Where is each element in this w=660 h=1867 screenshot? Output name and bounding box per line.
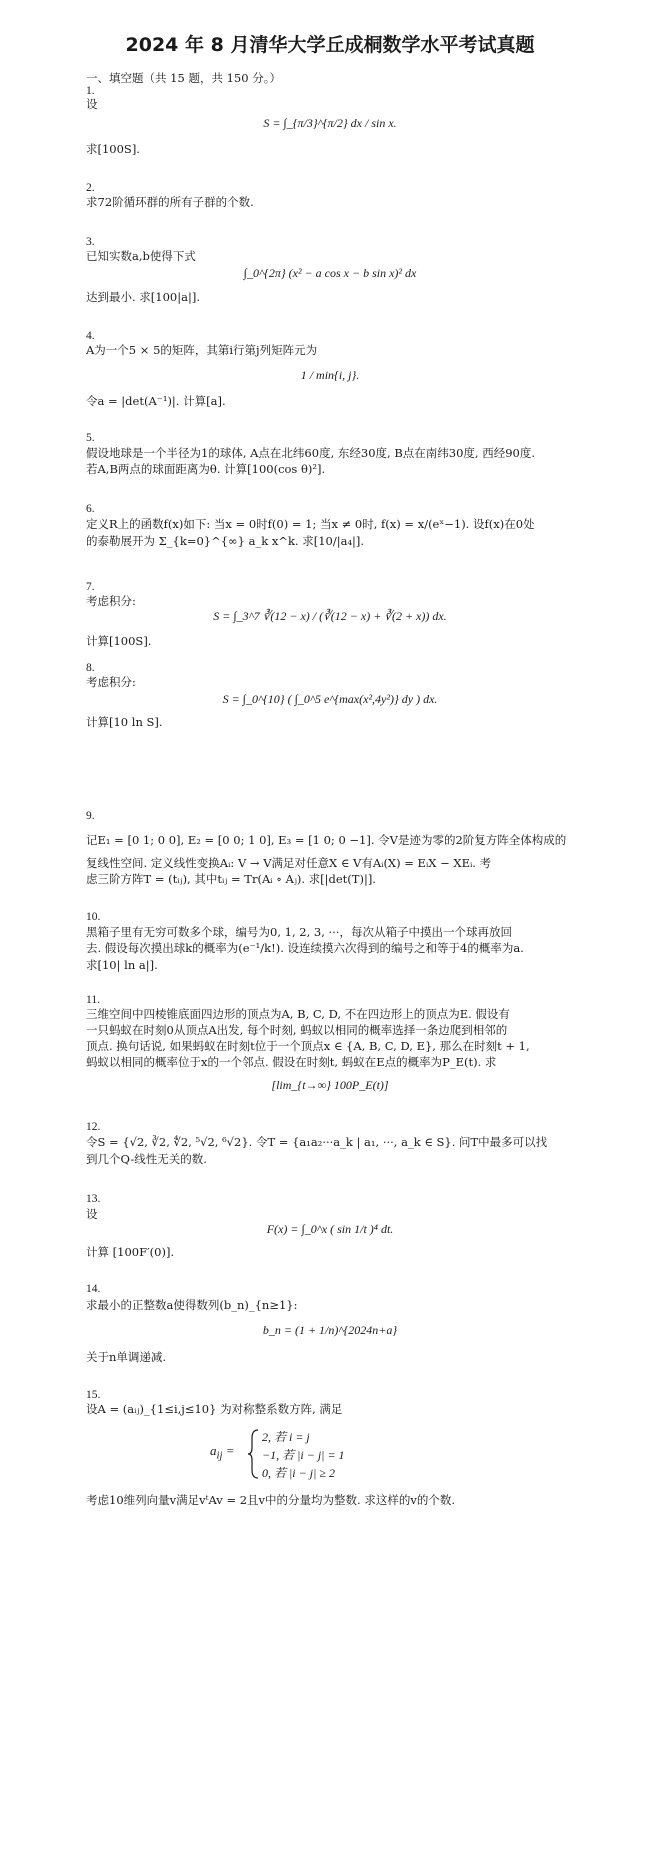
problem-7-number: 7.: [86, 581, 95, 593]
problem-2-line-1: 求72阶循环群的所有子群的个数.: [86, 195, 254, 209]
problem-4-line-1: A为一个5 × 5的矩阵，其第i行第j列矩阵元为: [86, 343, 318, 357]
problem-8-formula: S = ∫_0^{10} ( ∫_0^5 e^{max(x²,4y²)} dy ) dx.: [222, 692, 438, 706]
problem-4-formula: 1 / min{i, j}.: [300, 368, 360, 382]
problem-10-number: 10.: [86, 911, 101, 923]
problem-11-number: 11.: [86, 994, 100, 1006]
problem-6-line-1: 定义R上的函数f(x)如下: 当x = 0时f(0) = 1; 当x ≠ 0时, f(x) = x/(eˣ−1). 设f(x)在0处: [86, 517, 535, 531]
problem-3-line-1: 已知实数a,b使得下式: [86, 249, 196, 263]
problem-14-line-1: 求最小的正整数a使得数列(b_n)_{n≥1}:: [86, 1298, 298, 1312]
problem-6-number: 6.: [86, 503, 95, 515]
problem-15-case-2: −1, 若 |i − j| = 1: [262, 1448, 345, 1462]
problem-4-line-3: 令a = |det(A⁻¹)|. 计算[a].: [86, 394, 226, 408]
problem-9-line-1: 记E₁ = [0 1; 0 0], E₂ = [0 0; 1 0], E₃ = [1 0; 0 −1]. 令V是迹为零的2阶复方阵全体构成的: [86, 833, 567, 847]
problem-1-line-1: 设: [86, 97, 98, 111]
problem-14-line-3: 关于n单调递减.: [86, 1350, 167, 1364]
problem-11-line-1: 三维空间中四棱锥底面四边形的顶点为A, B, C, D, 不在四边形上的顶点为E. 假设有: [86, 1007, 510, 1021]
problem-4-number: 4.: [86, 330, 95, 342]
problem-13-number: 13.: [86, 1193, 101, 1205]
problem-12-line-2: 到几个Q-线性无关的数.: [86, 1152, 207, 1166]
problem-11-line-4: 蚂蚁以相同的概率位于x的一个邻点. 假设在时刻t, 蚂蚁在E点的概率为P_E(t). 求: [86, 1055, 497, 1069]
problem-13-line-3: 计算 [100F′(0)].: [86, 1245, 175, 1259]
problem-7-line-1: 考虑积分:: [86, 594, 136, 608]
problem-10-line-2: 去. 假设每次摸出球k的概率为(e⁻¹/k!). 设连续摸六次得到的编号之和等于4的概率为a.: [86, 941, 524, 955]
problem-8-number: 8.: [86, 662, 95, 674]
problem-12-number: 12.: [86, 1121, 101, 1133]
problem-11-line-2: 一只蚂蚁在时刻0从顶点A出发, 每个时刻, 蚂蚁以相同的概率选择一条边爬到相邻的: [86, 1023, 508, 1037]
problem-9-number: 9.: [86, 810, 95, 822]
problem-5-number: 5.: [86, 432, 95, 444]
problem-3-number: 3.: [86, 236, 95, 248]
problem-15-case-1: 2, 若 i = j: [262, 1430, 310, 1444]
problem-11-formula: [lim_{t→∞} 100P_E(t)]: [271, 1078, 389, 1092]
problem-5-line-1: 假设地球是一个半径为1的球体, A点在北纬60度, 东经30度, B点在南纬30度, 西经90度.: [86, 446, 536, 460]
problem-15-aij-label: $a_{ij}$ =: [210, 1443, 235, 1462]
problem-1-formula: S = ∫_{π/3}^{π/2} dx / sin x.: [263, 116, 397, 130]
problem-8-line-1: 考虑积分:: [86, 675, 136, 689]
problem-8-line-3: 计算[10 ln S].: [86, 715, 163, 729]
problem-14-formula: b_n = (1 + 1/n)^{2024n+a}: [262, 1323, 398, 1337]
problem-13-line-1: 设: [86, 1207, 98, 1221]
problem-15-line-1: 设A = (aᵢⱼ)_{1≤i,j≤10} 为对称整系数方阵, 满足: [86, 1402, 343, 1416]
page-title: 2024 年 8 月清华大学丘成桐数学水平考试真题: [125, 34, 535, 56]
problem-14-number: 14.: [86, 1283, 101, 1295]
problem-5-line-2: 若A,B两点的球面距离为θ. 计算[100(cos θ)²].: [86, 462, 326, 476]
problem-10-line-3: 求[10| ln a|].: [86, 958, 158, 972]
problem-3-formula: ∫_0^{2π} (x² − a cos x − b sin x)² dx: [243, 266, 417, 280]
problem-12-line-1: 令S = {√2, ∛2, ∜2, ⁵√2, ⁶√2}. 令T = {a₁a₂···a_k | a₁, ···, a_k ∈ S}. 问T中最多可以找: [86, 1135, 548, 1149]
problem-6-line-2: 的泰勒展开为 Σ_{k=0}^{∞} a_k x^k. 求[10/|a₄|].: [86, 534, 365, 548]
problem-15-number: 15.: [86, 1389, 101, 1401]
problem-11-line-3: 顶点. 换句话说, 如果蚂蚁在时刻t位于一个顶点x ∈ {A, B, C, D, E}, 那么在时刻t + 1,: [86, 1039, 530, 1053]
problem-15-case-3: 0, 若 |i − j| ≥ 2: [262, 1466, 335, 1480]
problem-1-line-3: 求[100S].: [86, 142, 140, 156]
section-header: 一、填空题（共 15 题，共 150 分。）: [86, 71, 281, 85]
problem-1-number: 1.: [86, 85, 95, 97]
problem-7-formula: S = ∫_3^7 ∛(12 − x) / (∛(12 − x) + ∛(2 + x)) dx.: [213, 609, 447, 623]
problem-15-line-5: 考虑10维列向量v满足vᵗAv = 2且v中的分量均为整数. 求这样的v的个数.: [86, 1493, 456, 1507]
problem-15-brace: [246, 1428, 260, 1480]
problem-2-number: 2.: [86, 182, 95, 194]
problem-3-line-3: 达到最小. 求[100|a|].: [86, 290, 200, 304]
problem-9-line-2: 复线性空间. 定义线性变换Aᵢ: V → V满足对任意X ∈ V有Aᵢ(X) = EᵢX − XEᵢ. 考: [86, 856, 492, 870]
problem-13-formula: F(x) = ∫_0^x ( sin 1/t )⁴ dt.: [266, 1222, 394, 1236]
problem-10-line-1: 黑箱子里有无穷可数多个球，编号为0, 1, 2, 3, ···，每次从箱子中摸出一个球再放回: [86, 925, 512, 939]
problem-9-line-3: 虑三阶方阵T = (tᵢⱼ), 其中tᵢⱼ = Tr(Aᵢ ∘ Aⱼ). 求[|det(T)|].: [86, 872, 376, 886]
problem-7-line-3: 计算[100S].: [86, 634, 152, 648]
